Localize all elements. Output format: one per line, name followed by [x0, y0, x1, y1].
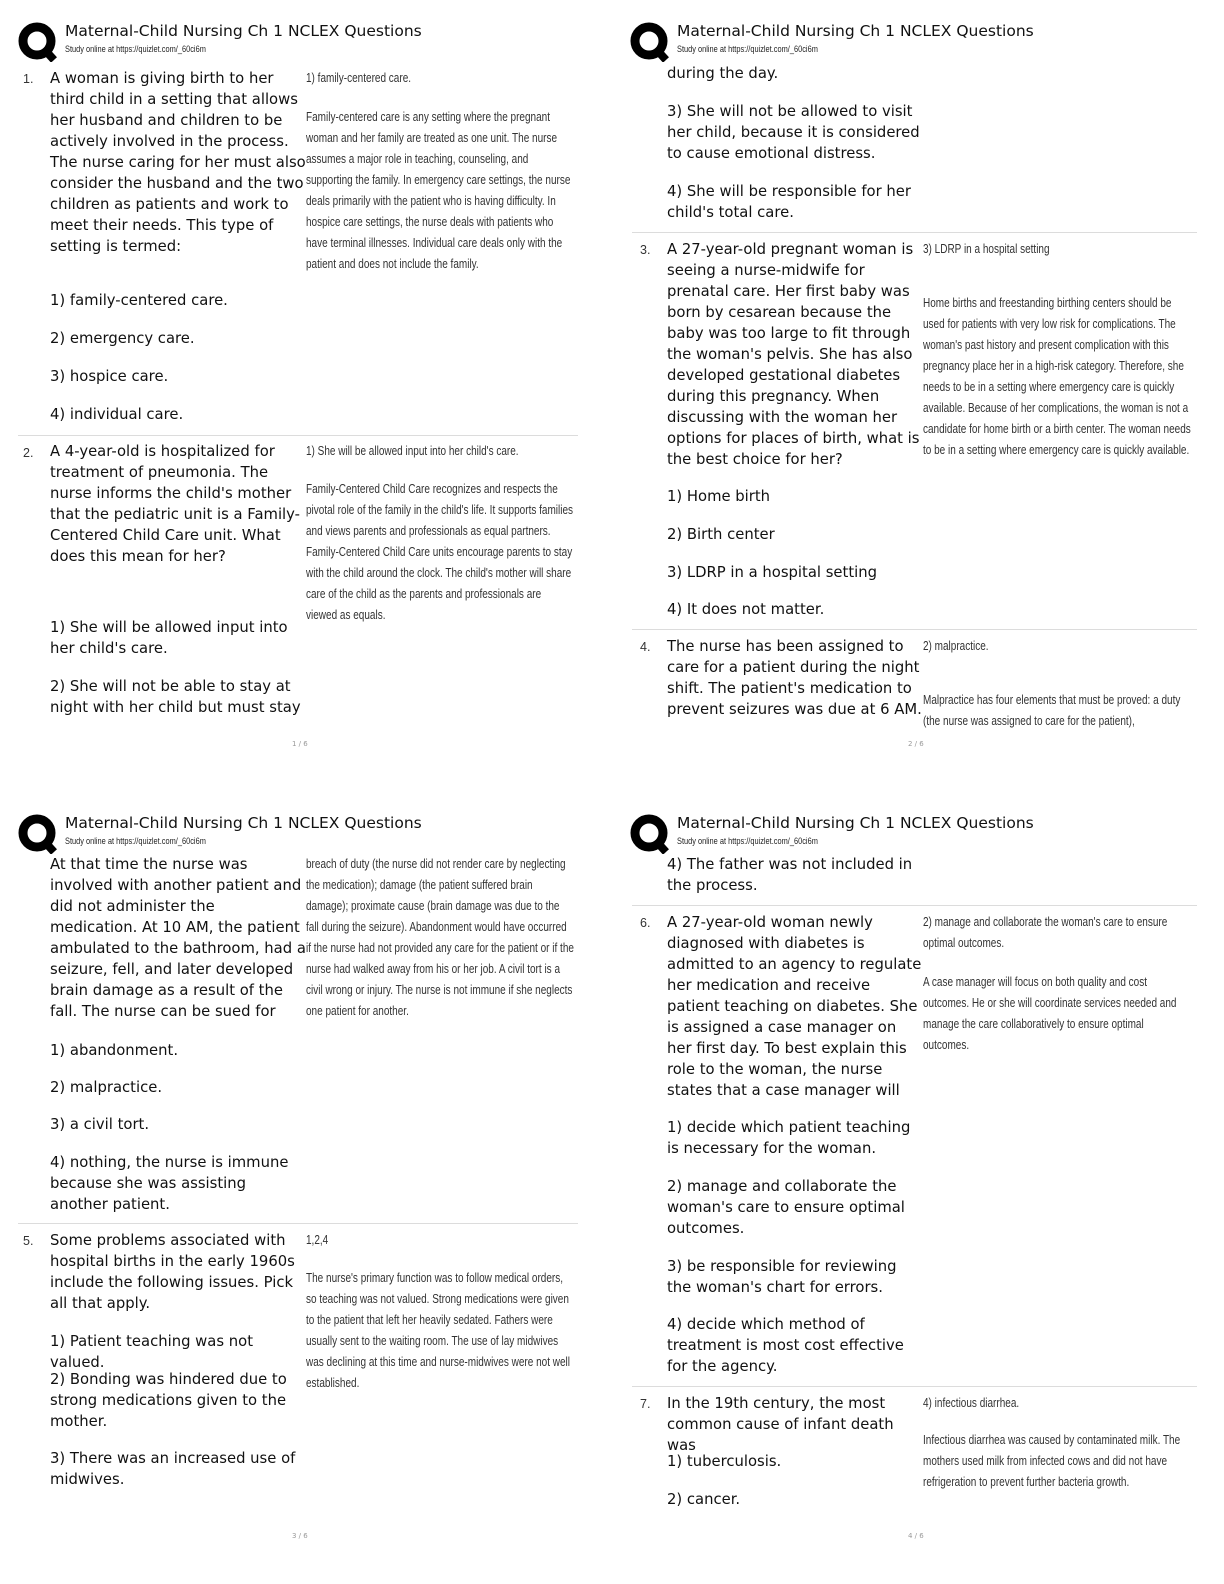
answer-option: 1) abandonment.: [50, 1042, 179, 1059]
answer-option: 1) decide which patient teaching is necessary for the woman.: [667, 1119, 911, 1157]
answer-option: 1) She will be allowed input into her child's care.: [50, 619, 288, 657]
answer-option: 2) emergency care.: [50, 330, 195, 347]
page-number: 2 / 6: [908, 740, 924, 748]
page-4: [612, 792, 1224, 1584]
page-number: 1 / 6: [292, 740, 308, 748]
answer-option: 1) family-centered care.: [50, 292, 228, 309]
answer-option: 3) hospice care.: [50, 368, 169, 385]
answer-option: 4) The father was not included in the process.: [667, 856, 913, 894]
answer-option: 4) decide which method of treatment is most cost effective for the agency.: [667, 1316, 904, 1375]
quizlet-logo-icon: [630, 22, 670, 62]
question-number: 2.: [23, 446, 34, 460]
page-number: 4 / 6: [908, 1532, 924, 1540]
answer-explanation: Family-centered care is any setting where the pregnant woman and her family are treated as one unit. The nurse assumes a major role in teaching, counseling, and supporting the family. In emergency care settings, the nurse deals primarily with the patient who is having difficulty. In hospice care settings, the nurse deals with patients who have terminal illnesses. Individual care deals only with the patient and does not include the family.: [306, 110, 571, 271]
answer-option: 3) LDRP in a hospital setting: [667, 564, 878, 581]
study-online-link[interactable]: Study online at https://quizlet.com/_60ci6m: [65, 44, 206, 55]
study-online-link[interactable]: Study online at https://quizlet.com/_60ci6m: [677, 836, 818, 847]
answer-option: 4) It does not matter.: [667, 601, 825, 618]
page-header: [630, 810, 1210, 854]
correct-answer: 2) malpractice.: [923, 639, 989, 653]
question-divider: [632, 1386, 1197, 1387]
quizlet-logo-icon: [18, 814, 58, 854]
answer-option: 2) Birth center: [667, 526, 775, 543]
document-title: Maternal-Child Nursing Ch 1 NCLEX Questions: [65, 814, 422, 832]
answer-option: 2) manage and collaborate the woman's care to ensure optimal outcomes.: [667, 1178, 905, 1237]
question-text: A 27-year-old pregnant woman is seeing a nurse-midwife for prenatal care. Her first baby was born by cesarean because the baby was too large to fit through the woman's pelvis. She has also developed gestational diabetes during this pregnancy. When discussing with the woman her options for places of birth, what is the best choice for her?: [667, 241, 920, 468]
document-title: Maternal-Child Nursing Ch 1 NCLEX Questions: [677, 814, 1034, 832]
question-divider: [632, 232, 1197, 233]
correct-answer: 1) family-centered care.: [306, 71, 412, 85]
question-divider: [632, 629, 1197, 630]
question-text: In the 19th century, the most common cause of infant death was: [667, 1395, 894, 1454]
answer-option: 2) malpractice.: [50, 1079, 163, 1096]
question-continuation: during the day.: [667, 65, 779, 82]
page-header: [18, 18, 598, 62]
document-title: Maternal-Child Nursing Ch 1 NCLEX Questions: [677, 22, 1034, 40]
question-divider: [18, 1223, 578, 1224]
question-text: A 27-year-old woman newly diagnosed with diabetes is admitted to an agency to regulate her medication and receive patient teaching on diabetes. She is assigned a case manager on her first day. To best explain this role to the woman, the nurse states that a case manager will: [667, 914, 922, 1099]
page-header: [630, 18, 1210, 62]
question-text: A woman is giving birth to her third child in a setting that allows her husband and children to be actively involved in the process. The nurse caring for her must also consider the husband and the two children as patients and work to meet their needs. This type of setting is termed:: [50, 70, 306, 255]
quizlet-logo-icon: [630, 814, 670, 854]
question-divider: [632, 905, 1197, 906]
answer-option: 2) Bonding was hindered due to strong medications given to the mother.: [50, 1371, 287, 1430]
answer-option: 3) a civil tort.: [50, 1116, 150, 1133]
answer-option: 3) be responsible for reviewing the woman's chart for errors.: [667, 1258, 897, 1296]
question-number: 3.: [640, 243, 651, 257]
question-text: Some problems associated with hospital births in the early 1960s include the following issues. Pick all that apply.: [50, 1232, 295, 1312]
answer-explanation: A case manager will focus on both quality and cost outcomes. He or she will coordinate services needed and manage the care collaboratively to ensure optimal outcomes.: [923, 975, 1177, 1052]
answer-option: 3) She will not be allowed to visit her child, because it is considered to cause emotional distress.: [667, 103, 920, 162]
page-1: [0, 0, 612, 792]
correct-answer: 3) LDRP in a hospital setting: [923, 242, 1050, 256]
answer-option: 1) Patient teaching was not valued.: [50, 1333, 254, 1371]
answer-option: 4) individual care.: [50, 406, 184, 423]
question-continuation: At that time the nurse was involved with another patient and did not administer the medication. At 10 AM, the patient ambulated to the bathroom, had a seizure, fell, and later developed brain damage as a result of the fall. The nurse can be sued for: [50, 856, 306, 1020]
answer-option: 2) She will not be able to stay at night with her child but must stay: [50, 678, 301, 716]
page-number: 3 / 6: [292, 1532, 308, 1540]
answer-explanation: Infectious diarrhea was caused by contaminated milk. The mothers used milk from infected cows and did not have refrigeration to prevent further bacteria growth.: [923, 1433, 1181, 1489]
question-text: A 4-year-old is hospitalized for treatment of pneumonia. The nurse informs the child's mother that the pediatric unit is a Family-Centered Child Care unit. What does this mean for her?: [50, 443, 301, 565]
correct-answer: 4) infectious diarrhea.: [923, 1396, 1020, 1410]
answer-option: 2) cancer.: [667, 1491, 741, 1508]
answer-explanation: Home births and freestanding birthing centers should be used for patients with very low risk for complications. The woman's past history and present complication with this pregnancy place her in a high-risk category. Therefore, she needs to be in a setting where emergency care is quickly available. Because of her complications, the woman is not a candidate for home birth or a birth center. The woman needs to be in a setting where emergency care is quickly available.: [923, 296, 1191, 457]
answer-option: 4) She will be responsible for her child's total care.: [667, 183, 911, 221]
question-number: 4.: [640, 640, 651, 654]
answer-explanation: The nurse's primary function was to follow medical orders, so teaching was not valued. Strong medications were given to the patient that left her heavily sedated. Fathers were usually sent to the waiting room. The use of lay midwives was declining at this time and nurse-midwives were not well established.: [306, 1271, 571, 1390]
page-2: [612, 0, 1224, 792]
question-divider: [18, 435, 578, 436]
study-online-link[interactable]: Study online at https://quizlet.com/_60ci6m: [65, 836, 206, 847]
question-number: 5.: [23, 1234, 34, 1248]
page-header: [18, 810, 598, 854]
quizlet-logo-icon: [18, 22, 58, 62]
question-number: 1.: [23, 72, 34, 86]
answer-option: 4) nothing, the nurse is immune because she was assisting another patient.: [50, 1154, 289, 1213]
study-online-link[interactable]: Study online at https://quizlet.com/_60ci6m: [677, 44, 818, 55]
question-number: 6.: [640, 916, 651, 930]
correct-answer: 1) She will be allowed input into her child's care.: [306, 444, 519, 458]
answer-option: 1) Home birth: [667, 488, 771, 505]
page-3: [0, 792, 612, 1584]
question-text: The nurse has been assigned to care for a patient during the night shift. The patient's medication to prevent seizures was due at 6 AM.: [667, 638, 922, 718]
correct-answer: 1,2,4: [306, 1233, 329, 1247]
answer-option: 1) tuberculosis.: [667, 1453, 782, 1470]
answer-explanation: Malpractice has four elements that must be proved: a duty (the nurse was assigned to care for the patient),: [923, 693, 1181, 728]
document-title: Maternal-Child Nursing Ch 1 NCLEX Questions: [65, 22, 422, 40]
answer-explanation: breach of duty (the nurse did not render care by neglecting the medication); damage (the patient suffered brain damage); proximate cause (brain damage was due to the fall during the seizure). Abandonment would have occurred if the nurse had not provided any care for the patient or if the nurse had walked away from his or her job. A civil tort is a civil wrong or injury. The nurse is not immune if she neglects one patient for another.: [306, 857, 574, 1018]
answer-explanation: Family-Centered Child Care recognizes and respects the pivotal role of the family in the child's life. It supports families and views parents and professionals as equal partners. Family-Centered Child Care units encourage parents to stay with the child around the clock. The child's mother will share care of the child as the parents and professionals are viewed as equals.: [306, 482, 574, 622]
question-number: 7.: [640, 1397, 651, 1411]
correct-answer: 2) manage and collaborate the woman's care to ensure optimal outcomes.: [923, 915, 1168, 950]
answer-option: 3) There was an increased use of midwives.: [50, 1450, 296, 1488]
